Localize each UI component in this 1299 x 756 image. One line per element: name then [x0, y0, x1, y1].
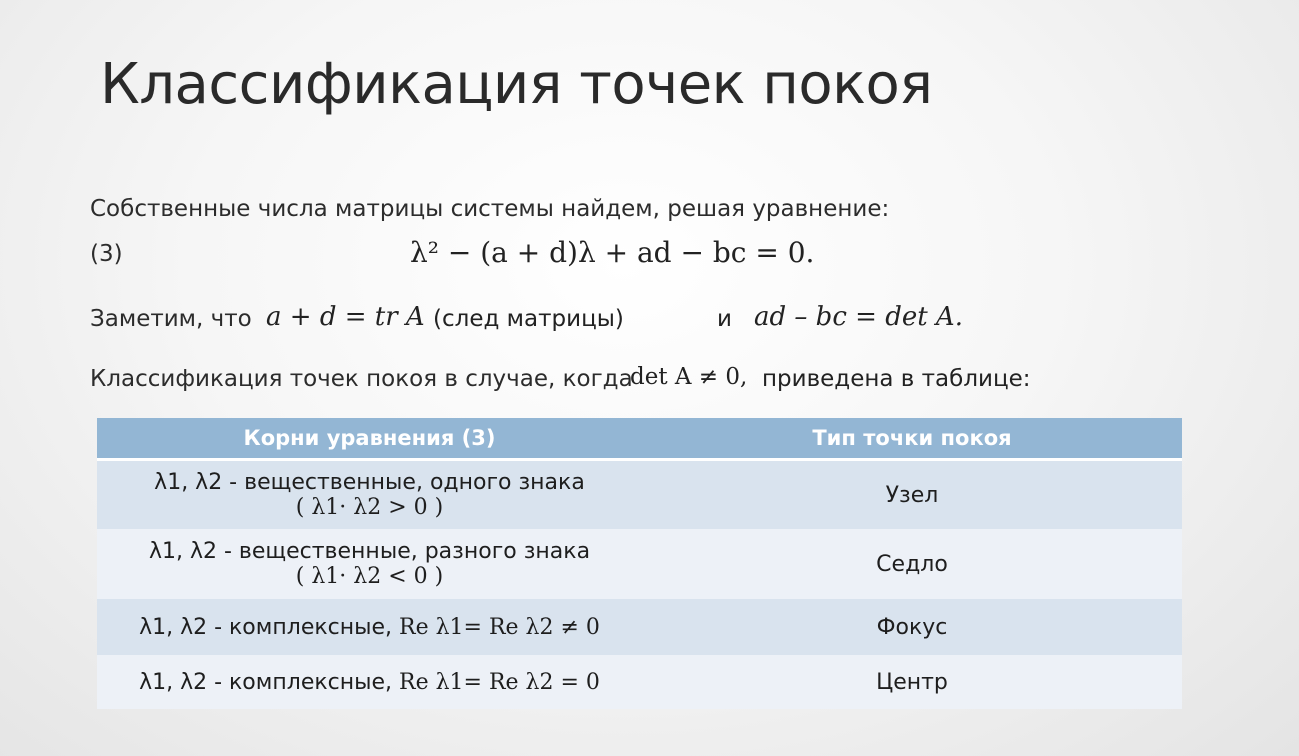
trace-label: (след матрицы)	[433, 306, 624, 332]
roots-condition: Re λ1= Re λ2 = 0	[399, 669, 600, 695]
roots-condition: ( λ1· λ2 > 0 )	[295, 495, 444, 520]
table-row	[97, 655, 1182, 709]
header-type: Тип точки покоя	[642, 418, 1182, 460]
classification-table	[97, 418, 1182, 709]
table-row	[97, 460, 1182, 530]
note-prefix: Заметим, что	[90, 306, 252, 332]
equation-label: (3)	[90, 241, 123, 267]
classification-text-before: Классификация точек покоя в случае, когда	[90, 366, 633, 392]
roots-condition: ( λ1· λ2 < 0 )	[295, 564, 444, 589]
roots-condition: Re λ1= Re λ2 ≠ 0	[399, 614, 600, 640]
roots-cell	[97, 529, 642, 599]
note-conjunction: и	[717, 306, 732, 332]
roots-description: λ1, λ2 - вещественные, одного знака	[154, 470, 585, 495]
rest-point-type: Седло	[642, 529, 1182, 599]
roots-description: λ1, λ2 - комплексные,	[139, 614, 393, 640]
roots-cell	[97, 599, 642, 655]
table-row	[97, 529, 1182, 599]
roots-description: λ1, λ2 - комплексные,	[139, 669, 393, 695]
table-row	[97, 599, 1182, 655]
determinant-formula: ad – bc = det A.	[754, 302, 963, 332]
characteristic-equation: λ² − (a + d)λ + ad − bc = 0.	[410, 236, 815, 269]
rest-point-type: Центр	[642, 655, 1182, 709]
classification-text-after: приведена в таблице:	[762, 366, 1031, 392]
page-title: Классификация точек покоя	[100, 52, 933, 117]
rest-point-type: Узел	[642, 460, 1182, 530]
table-header-row	[97, 418, 1182, 460]
roots-cell	[97, 460, 642, 530]
classification-condition: det A ≠ 0,	[630, 364, 748, 390]
header-roots: Корни уравнения (3)	[97, 418, 642, 460]
roots-cell	[97, 655, 642, 709]
rest-point-type: Фокус	[642, 599, 1182, 655]
roots-description: λ1, λ2 - вещественные, разного знака	[148, 539, 591, 564]
intro-text: Собственные числа матрицы системы найдем, решая уравнение:	[90, 196, 890, 222]
trace-formula: a + d = tr A	[266, 302, 425, 332]
